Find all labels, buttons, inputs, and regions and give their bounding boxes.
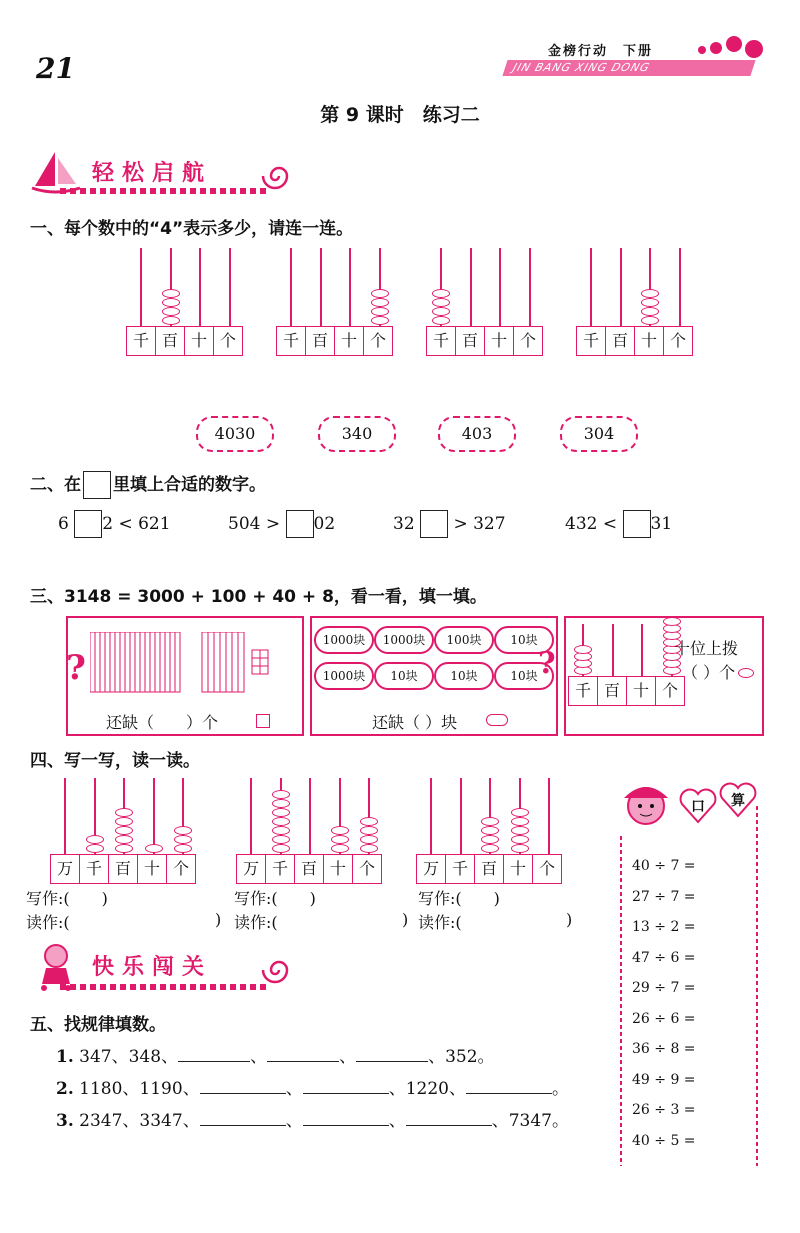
abacus-bead	[331, 826, 349, 835]
abacus-bead	[272, 799, 290, 808]
abacus-bead	[481, 844, 499, 853]
compare-item-3: 32 > 327	[393, 510, 506, 538]
number-option-4[interactable]: 304	[560, 416, 638, 452]
place-value-label: 个	[219, 331, 236, 350]
abacus-rod	[349, 248, 351, 326]
answer-blank[interactable]	[466, 1093, 552, 1094]
block-tag: 10块	[494, 626, 554, 654]
place-value-label: 千	[266, 855, 295, 883]
tens-answer: （ ）个	[682, 663, 736, 682]
oral-calc-item[interactable]: 26 ÷ 6 =	[632, 1010, 696, 1027]
swirl-icon	[255, 950, 295, 990]
abacus-bead	[641, 298, 659, 307]
answer-blank[interactable]	[356, 1061, 428, 1062]
abacus-bead	[432, 289, 450, 298]
abacus-bead	[432, 316, 450, 325]
abacus-bead	[360, 844, 378, 853]
abacus-bead	[272, 790, 290, 799]
place-value-label: 千	[80, 855, 109, 883]
place-value-label: 个	[172, 859, 189, 878]
block-tag: 1000块	[314, 626, 374, 654]
read-close-2: )	[402, 910, 409, 929]
tens-instruction: 十位上拨	[674, 639, 739, 658]
abacus-bead	[145, 844, 163, 853]
read-label-3[interactable]: 读作:(	[418, 913, 462, 932]
abacus-bead	[115, 808, 133, 817]
place-value-label: 万	[51, 855, 80, 883]
abacus-rod	[529, 248, 531, 326]
oral-calc-item[interactable]: 47 ÷ 6 =	[632, 949, 696, 966]
read-label-2[interactable]: 读作:(	[234, 913, 278, 932]
answer-box[interactable]	[420, 510, 448, 538]
abacus-bead	[115, 835, 133, 844]
abacus-bead	[162, 289, 180, 298]
abacus-bead	[174, 826, 192, 835]
abacus-rod	[548, 778, 550, 854]
abacus-place-labels	[126, 326, 243, 356]
place-value-label: 十	[138, 855, 167, 883]
abacus-bead	[360, 835, 378, 844]
block-tag: 100块	[434, 626, 494, 654]
pill-icon	[486, 714, 508, 726]
brand-title: 金榜行动 下册	[548, 44, 654, 59]
place-value-label: 万	[237, 855, 266, 883]
abacus-rod	[199, 248, 201, 326]
write-label-2[interactable]: 写作:( )	[234, 889, 316, 908]
answer-box[interactable]	[623, 510, 651, 538]
block-tag: 1000块	[314, 662, 374, 690]
number-option-1[interactable]: 4030	[196, 416, 274, 452]
abacus-bead	[371, 316, 389, 325]
abacus-bead	[663, 617, 681, 626]
abacus-bead	[641, 316, 659, 325]
question-mark-2: ?	[538, 646, 556, 681]
answer-blank[interactable]	[406, 1125, 492, 1126]
pattern-row-1: 1. 347、348、 、 、 、352。	[56, 1047, 495, 1067]
place-value-label: 百	[475, 855, 504, 883]
abacus-rod	[64, 778, 66, 854]
place-value-label: 百	[295, 855, 324, 883]
question-3: 三、3148 = 3000 + 100 + 40 + 8，看一看，填一填。	[30, 587, 487, 607]
abacus-bead	[272, 826, 290, 835]
abacus-bead	[371, 307, 389, 316]
number-option-2[interactable]: 340	[318, 416, 396, 452]
abacus-bead	[511, 844, 529, 853]
missing-cubes-text: 还缺（ ）个	[106, 713, 219, 732]
compare-item-1: 6 2 < 621	[58, 510, 171, 538]
question-mark: ?	[66, 648, 86, 688]
bead-icon	[738, 668, 754, 678]
abacus-rod	[250, 778, 252, 854]
place-value-label: 十	[485, 327, 514, 355]
abacus-bead	[272, 844, 290, 853]
abacus-bead	[162, 307, 180, 316]
abacus-q4-1	[50, 778, 200, 884]
place-value-label: 十	[324, 855, 353, 883]
answer-blank[interactable]	[178, 1061, 250, 1062]
abacus-bead	[511, 826, 529, 835]
abacus-bead	[162, 298, 180, 307]
answer-blank[interactable]	[200, 1125, 286, 1126]
abacus-rod	[470, 248, 472, 326]
write-label-1[interactable]: 写作:( )	[26, 889, 108, 908]
abacus-bead	[511, 808, 529, 817]
answer-blank[interactable]	[267, 1061, 339, 1062]
abacus-rod	[460, 778, 462, 854]
abacus-place-labels	[276, 326, 393, 356]
abacus-bead	[115, 844, 133, 853]
read-close-3: )	[566, 910, 573, 929]
place-value-label: 个	[358, 859, 375, 878]
abacus-bead	[174, 844, 192, 853]
abacus-rod	[620, 248, 622, 326]
pattern-row-2: 2. 1180、1190、 、 、1220、 。	[56, 1079, 569, 1099]
block-tag: 10块	[494, 662, 554, 690]
place-value-label: 个	[661, 681, 678, 700]
question-1: 一、每个数中的“4”表示多少，请连一连。	[30, 219, 354, 239]
abacus-bead	[360, 817, 378, 826]
place-value-label: 千	[577, 327, 606, 355]
abacus-bead	[360, 826, 378, 835]
answer-blank[interactable]	[303, 1125, 389, 1126]
abacus-bead	[331, 844, 349, 853]
abacus-bead	[162, 316, 180, 325]
heart-icon: 口	[678, 786, 714, 822]
abacus-rod	[229, 248, 231, 326]
abacus-q4-2	[236, 778, 386, 884]
banner-title-1: 轻松启航	[92, 161, 213, 186]
place-value-label: 十	[635, 327, 664, 355]
place-value-label: 千	[127, 327, 156, 355]
block-tag: 10块	[434, 662, 494, 690]
oral-calc-item[interactable]: 29 ÷ 7 =	[632, 980, 696, 996]
abacus-2	[276, 248, 398, 356]
question-5: 五、找规律填数。	[30, 1015, 166, 1035]
abacus-bead	[641, 307, 659, 316]
abacus-bead	[432, 307, 450, 316]
pattern-row-3: 3. 2347、3347、 、 、 、7347。	[56, 1111, 569, 1131]
read-close-1: )	[215, 910, 222, 929]
abacus-place-labels	[576, 326, 693, 356]
oral-calc-item[interactable]: 26 ÷ 3 =	[632, 1102, 696, 1118]
abacus-bead	[511, 817, 529, 826]
oral-calc-item[interactable]: 27 ÷ 7 =	[632, 888, 696, 905]
abacus-rod	[641, 624, 643, 676]
blocks-box	[66, 616, 304, 736]
money-blocks-box	[310, 616, 558, 736]
abacus-rod	[153, 778, 155, 854]
abacus-rod	[290, 248, 292, 326]
compare-item-4: 432 < 31	[565, 510, 672, 538]
abacus-bead	[86, 844, 104, 853]
compare-item-2: 504 > 02	[228, 510, 335, 538]
abacus-bead	[511, 835, 529, 844]
abacus-bead	[371, 298, 389, 307]
place-value-label: 百	[109, 855, 138, 883]
answer-blank[interactable]	[200, 1093, 286, 1094]
place-value-label: 十	[627, 677, 656, 705]
base-ten-blocks	[90, 632, 270, 694]
abacus-bead	[481, 817, 499, 826]
oral-calc-item[interactable]: 13 ÷ 2 =	[632, 919, 696, 935]
abacus-bead	[272, 817, 290, 826]
section-banner-1	[30, 148, 290, 198]
place-value-label: 万	[417, 855, 446, 883]
heart-icon: 算	[718, 780, 754, 816]
place-value-label: 十	[335, 327, 364, 355]
oral-calc-item[interactable]: 40 ÷ 7 =	[632, 858, 696, 874]
abacus-place-labels	[426, 326, 543, 356]
read-label-1[interactable]: 读作:(	[26, 913, 70, 932]
oral-calc-item[interactable]: 49 ÷ 9 =	[632, 1071, 696, 1088]
girl-icon	[614, 776, 678, 836]
block-tag: 10块	[374, 662, 434, 690]
answer-box[interactable]	[74, 510, 102, 538]
answer-blank[interactable]	[303, 1093, 389, 1094]
abacus-bead	[174, 835, 192, 844]
abacus-bead	[86, 835, 104, 844]
section-banner-2	[30, 940, 290, 996]
oral-calc-item[interactable]: 36 ÷ 8 =	[632, 1041, 696, 1057]
question-4: 四、写一写，读一读。	[30, 751, 200, 771]
abacus-rod	[140, 248, 142, 326]
place-value-label: 千	[569, 677, 598, 705]
abacus-rod	[320, 248, 322, 326]
abacus-bead	[272, 835, 290, 844]
abacus-place-labels	[416, 854, 562, 884]
number-option-3[interactable]: 403	[438, 416, 516, 452]
write-label-3[interactable]: 写作:( )	[418, 889, 500, 908]
cube-icon	[256, 714, 270, 728]
place-value-label: 个	[519, 331, 536, 350]
place-value-label: 千	[427, 327, 456, 355]
abacus-place-labels	[568, 676, 685, 706]
page-number: 21	[36, 52, 75, 85]
abacus-bead	[272, 808, 290, 817]
abacus-rod	[309, 778, 311, 854]
abacus-bead	[481, 835, 499, 844]
place-value-label: 千	[446, 855, 475, 883]
abacus-3	[426, 248, 548, 356]
abacus-bead	[574, 645, 592, 654]
abacus-bead	[115, 817, 133, 826]
abacus-rod	[590, 248, 592, 326]
abacus-bead	[641, 289, 659, 298]
abacus-place-labels	[236, 854, 382, 884]
answer-box[interactable]	[286, 510, 314, 538]
abacus-rod	[430, 778, 432, 854]
place-value-label: 百	[156, 327, 185, 355]
place-value-label: 十	[504, 855, 533, 883]
abacus-q4-3	[416, 778, 566, 884]
abacus-box	[564, 616, 764, 736]
abacus-4	[576, 248, 698, 356]
abacus-rod	[679, 248, 681, 326]
place-value-label: 千	[277, 327, 306, 355]
place-value-label: 百	[306, 327, 335, 355]
abacus-bead	[481, 826, 499, 835]
banner-title-2: 快乐闯关	[92, 955, 213, 980]
page-title: 第 9 课时 练习二	[320, 104, 480, 126]
place-value-label: 百	[598, 677, 627, 705]
oral-calc-item[interactable]: 40 ÷ 5 =	[632, 1132, 696, 1149]
oral-calc-panel	[614, 776, 764, 1166]
abacus-1	[126, 248, 248, 356]
place-value-label: 百	[456, 327, 485, 355]
abacus-place-labels	[50, 854, 196, 884]
place-value-label: 十	[185, 327, 214, 355]
abacus-bead	[331, 835, 349, 844]
abacus-bead	[371, 289, 389, 298]
place-value-label: 百	[606, 327, 635, 355]
decorative-dots	[690, 30, 770, 70]
abacus-q3	[568, 624, 678, 706]
question-2: 二、在 里填上合适的数字。	[30, 470, 266, 499]
place-value-label: 个	[538, 859, 555, 878]
place-value-label: 个	[669, 331, 686, 350]
swirl-icon	[255, 156, 295, 196]
abacus-rod	[612, 624, 614, 676]
abacus-bead	[432, 298, 450, 307]
abacus-rod	[499, 248, 501, 326]
abacus-bead	[115, 826, 133, 835]
place-value-label: 个	[369, 331, 386, 350]
block-tag: 1000块	[374, 626, 434, 654]
brand-subtitle: JIN BANG XING DONG	[502, 60, 755, 76]
missing-money-text: 还缺（ ）块	[372, 713, 458, 732]
